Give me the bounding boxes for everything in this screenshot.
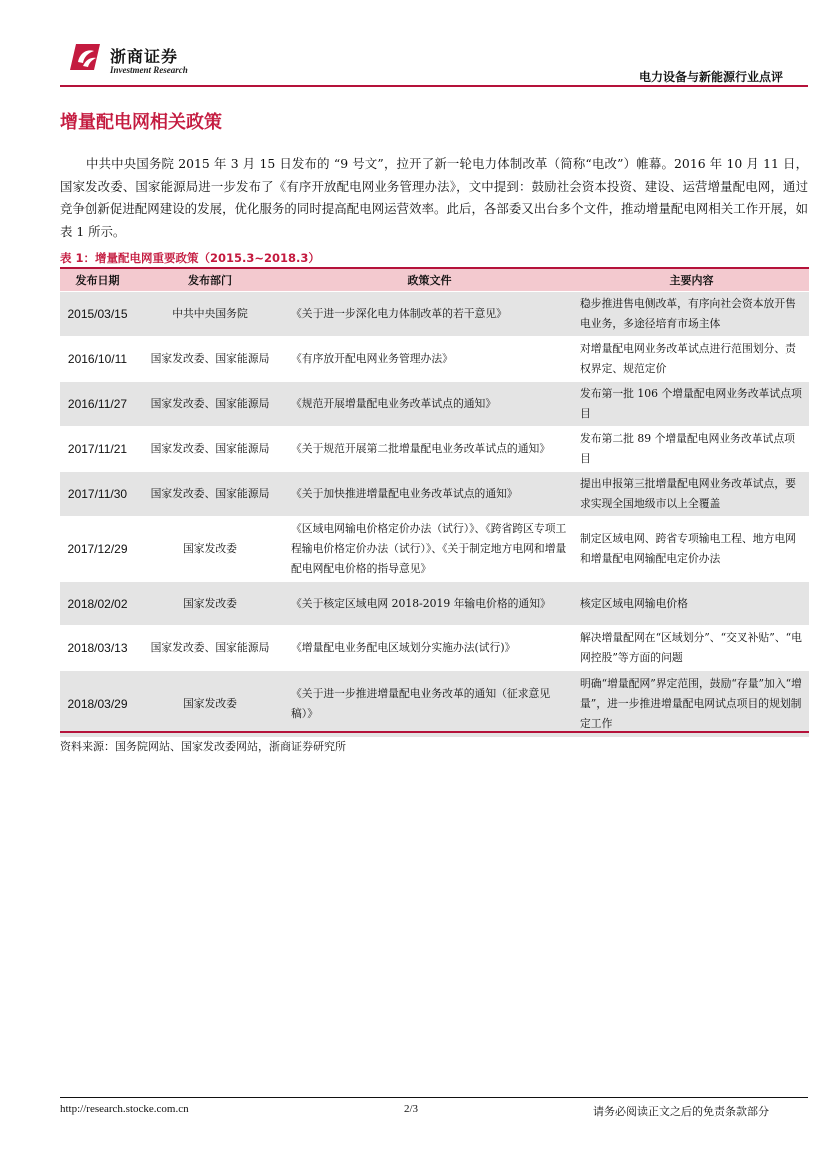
cell-doc: 《关于进一步推进增量配电业务改革的通知（征求意见稿）》 <box>285 671 574 737</box>
cell-date: 2017/12/29 <box>60 517 135 582</box>
table-row <box>60 337 809 382</box>
cell-dept: 国家发改委、国家能源局 <box>135 337 285 382</box>
cell-date: 2016/11/27 <box>60 382 135 427</box>
brand-tagline: Investment Research <box>110 65 188 75</box>
table-source: 资料来源：国务院网站、国家发改委网站，浙商证券研究所 <box>60 740 346 753</box>
cell-dept: 国家发改委 <box>135 517 285 582</box>
header-dept: 发布部门 <box>135 268 285 292</box>
cell-doc: 《区域电网输电价格定价办法（试行）》、《跨省跨区专项工程输电价格定价办法（试行）》、《关于制定地方电网和增量配电网配电价格的指导意见》 <box>285 517 574 582</box>
cell-dept: 国家发改委、国家能源局 <box>135 472 285 517</box>
cell-doc: 《关于加快推进增量配电业务改革试点的通知》 <box>285 472 574 517</box>
cell-dept: 国家发改委、国家能源局 <box>135 626 285 671</box>
header-date: 发布日期 <box>60 268 135 292</box>
cell-dept: 国家发改委 <box>135 671 285 737</box>
brand-name: 浙商证券 <box>110 47 179 66</box>
table-row <box>60 427 809 472</box>
cell-doc: 《增量配电业务配电区域划分实施办法(试行)》 <box>285 626 574 671</box>
footer-divider <box>60 1097 808 1098</box>
cell-dept: 国家发改委、国家能源局 <box>135 382 285 427</box>
cell-content: 制定区域电网、跨省专项输电工程、地方电网和增量配电网输配电定价办法 <box>574 517 809 582</box>
section-title: 增量配电网相关政策 <box>60 112 222 133</box>
cell-content: 发布第二批 89 个增量配电网业务改革试点项目 <box>574 427 809 472</box>
intro-paragraph: 中共中央国务院 2015 年 3 月 15 日发布的 “9 号文”，拉开了新一轮电力体制改革（简称“电改”）帷幕。2016 年 10 月 11 日，国家发改委、国家能源局进一步发布了《有序开放配电网业务管理办法》，文中提到：鼓励社会资本投资、建设、运营增量配电网，通过竞争创新促进配网建设的发展，优化服务的同时提高配电网运营效率。此后，各部委又出台多个文件，推动增量配电网相关工作开展，如表 1 所示。 <box>60 156 808 239</box>
cell-date: 2017/11/21 <box>60 427 135 472</box>
cell-content: 明确“增量配网”界定范围，鼓励“存量”加入“增量”，进一步推进增量配电网试点项目的规划制定工作 <box>574 671 809 737</box>
cell-content: 稳步推进售电侧改革，有序向社会资本放开售电业务，多途径培育市场主体 <box>574 292 809 337</box>
cell-doc: 《规范开展增量配电业务改革试点的通知》 <box>285 382 574 427</box>
cell-content: 对增量配电网业务改革试点进行范围划分、责权界定、规范定价 <box>574 337 809 382</box>
cell-date: 2018/02/02 <box>60 582 135 626</box>
table-bottom-rule <box>60 731 809 733</box>
cell-content: 核定区域电网输电价格 <box>574 582 809 626</box>
cell-dept: 国家发改委、国家能源局 <box>135 427 285 472</box>
table-row <box>60 582 809 626</box>
footer-disclaimer: 请务必阅读正文之后的免责条款部分 <box>593 1105 769 1118</box>
report-type: 电力设备与新能源行业点评 <box>638 70 783 84</box>
cell-content: 提出申报第三批增量配电网业务改革试点，要求实现全国地级市以上全覆盖 <box>574 472 809 517</box>
policy-table <box>60 267 809 737</box>
brand-logo-icon <box>66 40 104 74</box>
table-row <box>60 382 809 427</box>
cell-content: 发布第一批 106 个增量配电网业务改革试点项目 <box>574 382 809 427</box>
header-doc: 政策文件 <box>285 268 574 292</box>
cell-date: 2018/03/29 <box>60 671 135 737</box>
cell-date: 2017/11/30 <box>60 472 135 517</box>
table-row <box>60 517 809 582</box>
cell-content: 解决增量配网在“区域划分”、“交叉补贴”、“电网控股”等方面的问题 <box>574 626 809 671</box>
cell-date: 2018/03/13 <box>60 626 135 671</box>
table-row <box>60 292 809 337</box>
table-row <box>60 671 809 737</box>
cell-date: 2016/10/11 <box>60 337 135 382</box>
cell-dept: 国家发改委 <box>135 582 285 626</box>
table-header-row <box>60 268 809 292</box>
cell-doc: 《关于规范开展第二批增量配电业务改革试点的通知》 <box>285 427 574 472</box>
cell-date: 2015/03/15 <box>60 292 135 337</box>
cell-doc: 《关于进一步深化电力体制改革的若干意见》 <box>285 292 574 337</box>
cell-doc: 《关于核定区域电网 2018-2019 年输电价格的通知》 <box>285 582 574 626</box>
cell-dept: 中共中央国务院 <box>135 292 285 337</box>
footer-url-link[interactable]: http://research.stocke.com.cn <box>60 1103 189 1115</box>
table-row <box>60 626 809 671</box>
header-divider <box>60 85 808 87</box>
header-content: 主要内容 <box>574 268 809 292</box>
page-number: 2/3 <box>404 1103 419 1115</box>
table-row <box>60 472 809 517</box>
cell-doc: 《有序放开配电网业务管理办法》 <box>285 337 574 382</box>
table-title: 表 1：增量配电网重要政策（2015.3~2018.3） <box>60 251 320 265</box>
